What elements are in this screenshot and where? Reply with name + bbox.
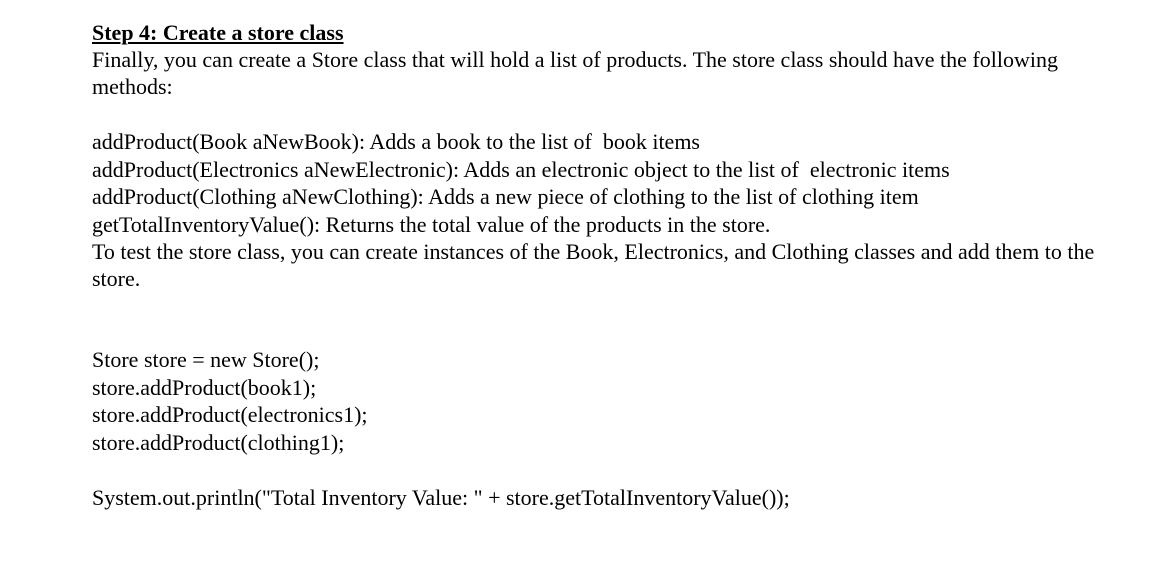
method-item: addProduct(Electronics aNewElectronic): Adds an electronic object to the list of electronic items <box>92 156 950 182</box>
code-line: store.addProduct(clothing1); <box>92 429 345 455</box>
method-item: addProduct(Book aNewBook): Adds a book to the list of book items <box>92 129 700 154</box>
code-line: Store store = new Store(); <box>92 347 320 372</box>
spacer <box>92 456 1132 484</box>
code-line: store.addProduct(book1); <box>92 374 317 400</box>
code-line: store.addProduct(electronics1); <box>92 402 368 427</box>
section-heading: Step 4: Create a store class <box>92 20 344 45</box>
spacer <box>92 292 1132 346</box>
method-item: getTotalInventoryValue(): Returns the total value of the products in the store. <box>92 211 771 237</box>
method-list <box>92 128 1132 238</box>
method-item: addProduct(Clothing aNewClothing): Adds a new piece of clothing to the list of clothing item <box>92 184 919 209</box>
test-note-paragraph: To test the store class, you can create instances of the Book, Electronics, and Clothing classes and add them to the store. <box>92 239 1095 291</box>
spacer <box>92 100 1132 128</box>
intro-paragraph: Finally, you can create a Store class that will hold a list of products. The store class should have the following methods: <box>92 47 1058 99</box>
code-block <box>92 346 1132 456</box>
document-body <box>92 19 1132 511</box>
println-line: System.out.println("Total Inventory Value: " + store.getTotalInventoryValue()); <box>92 485 790 510</box>
